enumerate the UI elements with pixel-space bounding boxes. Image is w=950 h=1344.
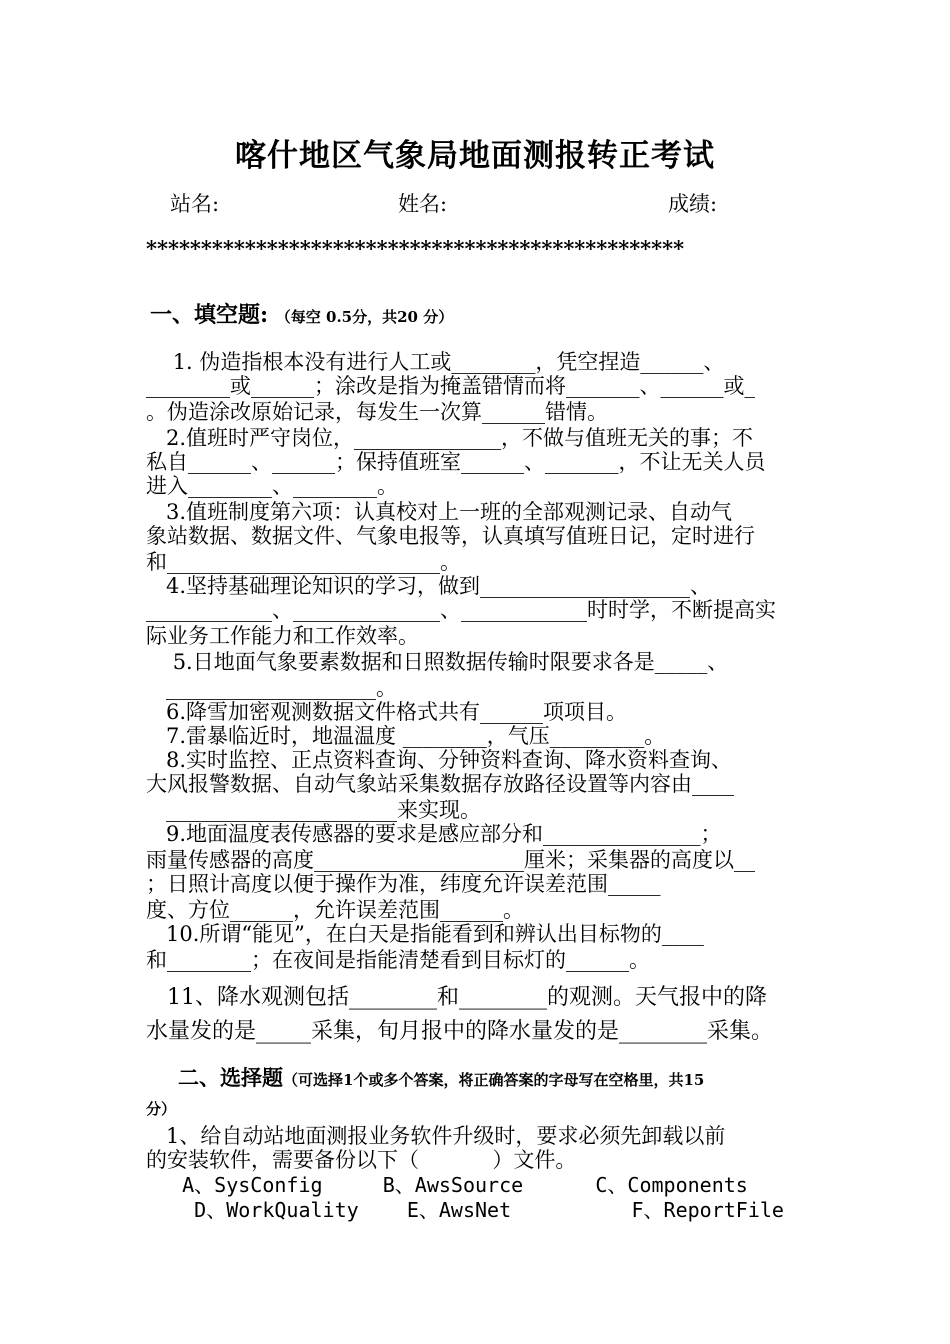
choice-question-line2: 的安装软件，需要备份以下（ ）文件。 [146,1148,577,1172]
question-line: 度、方位______，允许误差范围______。 [146,898,524,922]
question-line: 大风报警数据、自动气象站采集数据存放路径设置等内容由____ [146,772,734,796]
question-line: 7.雷暴临近时，地温温度 ________，气压_________。 [146,724,666,748]
name-label: 姓名: [398,192,448,216]
question-line: 3.值班制度第六项：认真校对上一班的全部观测记录、自动气 [146,500,733,524]
question-line: 1. 伪造指根本没有进行人工或________，凭空捏造______、 [146,350,725,374]
section2-heading [178,1062,704,1092]
question-line: 际业务工作能力和工作效率。 [146,624,419,648]
question-line: ；日照计高度以便于操作为准，纬度允许误差范围_____ [146,872,661,896]
question-line: 雨量传感器的高度____________________厘米；采集器的高度以__ [146,848,755,872]
question-line: 4.坚持基础理论知识的学习，做到____________________、 [146,574,712,598]
choice-question-line1: 1、给自动站地面测报业务软件升级时，要求必须先卸载以前 [146,1124,726,1148]
question-line: ______________________来实现。 [146,798,482,822]
choice-options-row1: A、SysConfig B、AwsSource C、Components [146,1173,748,1197]
station-label: 站名: [170,192,220,216]
question-line: ________或______；涂改是指为掩盖错情而将_______、______或_ [146,374,755,398]
star-divider: ************************************************* [146,236,685,261]
question-line: 。伪造涂改原始记录，每发生一次算______错情。 [146,400,608,424]
question-line: 和________；在夜间是指能清楚看到目标灯的______。 [146,948,650,972]
score-label: 成绩: [668,192,718,216]
section1-title: 一、填空题: [150,302,269,328]
question-line: 进入________、________。 [146,474,398,498]
question-line: 10.所谓“能见”，在白天是指能看到和辨认出目标物的____ [146,922,704,946]
section1-note: （每空 0.5分，共20 分） [275,308,454,326]
question-line: ____________、______________、____________时时学，不断提高实 [146,598,776,622]
section2-note: （可选择1个或多个答案，将正确答案的字母写在空格里，共15 [283,1071,705,1089]
question-11-line1: 11、降水观测包括________和________的观测。天气报中的降 [146,985,767,1010]
question-line: 私自______、______；保持值班室______、_______，不让无关人员 [146,450,766,474]
question-line: 象站数据、数据文件、气象电报等，认真填写值班日记，定时进行 [146,524,755,548]
question-line: 和__________________________。 [146,550,461,574]
section1-heading [150,298,453,329]
choice-options-row2: D、WorkQuality E、AwsNet F、ReportFile [146,1198,784,1222]
section2-title: 二、选择题 [178,1065,283,1090]
question-line: 9.地面温度表传感器的要求是感应部分和_______________； [146,822,722,846]
question-line: 6.降雪加密观测数据文件格式共有______项项目。 [146,700,628,724]
question-11-line2: 水量发的是_____采集，旬月报中的降水量发的是________采集。 [146,1019,774,1044]
question-line: 2.值班时严守岗位，______________，不做与值班无关的事；不 [146,426,754,450]
question-line: 5.日地面气象要素数据和日照数据传输时限要求各是_____、 [146,650,729,674]
section2-note-end: 分） [146,1100,177,1118]
exam-title: 喀什地区气象局地面测报转正考试 [235,138,715,174]
question-line: 8.实时监控、正点资料查询、分钟资料查询、降水资料查询、 [146,748,733,772]
question-line: ____________________。 [146,676,398,700]
